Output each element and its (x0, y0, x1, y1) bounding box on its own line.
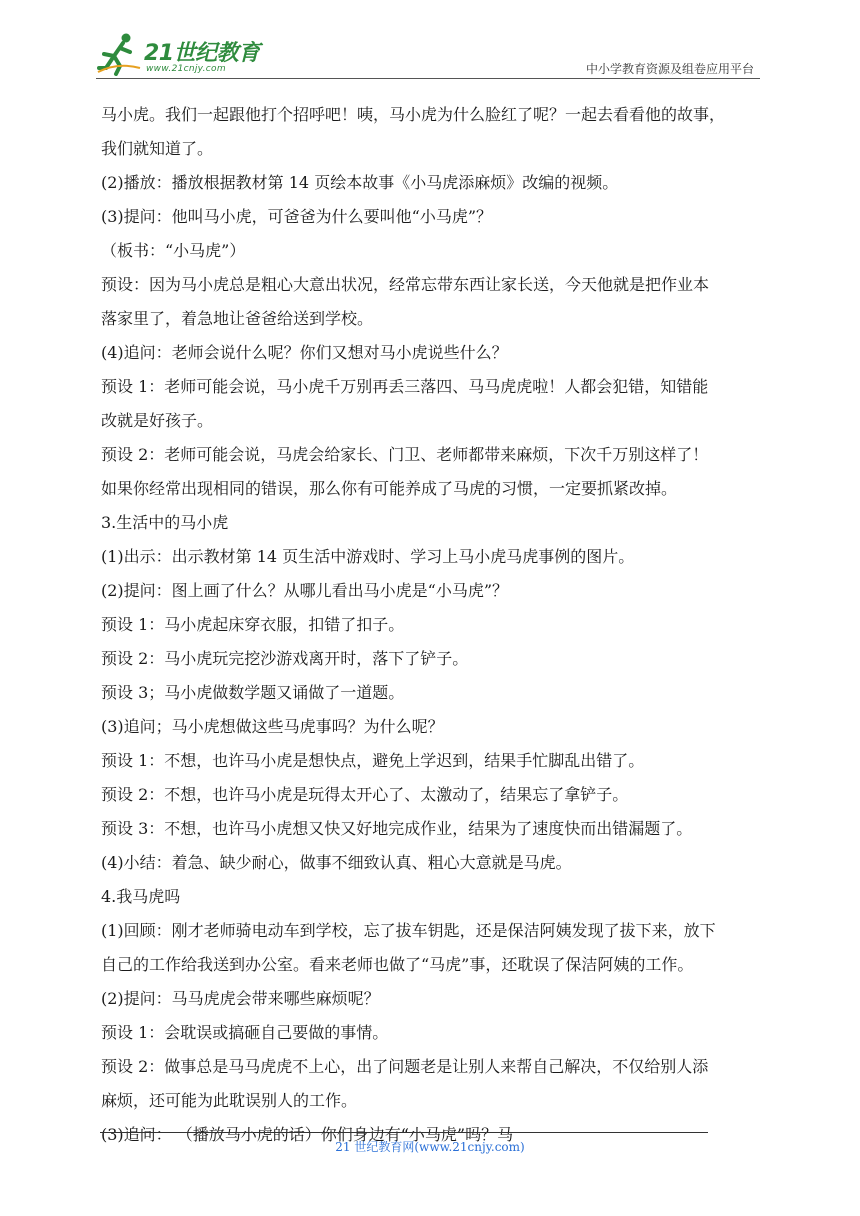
text-line: 马小虎。我们一起跟他打个招呼吧！咦，马小虎为什么脸红了呢？一起去看看他的故事， (101, 105, 726, 124)
page-footer[interactable]: 21 世纪教育网(www.21cnjy.com) (335, 1140, 525, 1154)
section-heading: 3.生活中的马小虎 (101, 513, 229, 532)
text-line: (1)出示：出示教材第 14 页生活中游戏时、学习上马小虎马虎事例的图片。 (101, 547, 635, 566)
text-line: 预设 2：做事总是马马虎虎不上心，出了问题老是让别人来帮自己解决，不仅给别人添 (101, 1057, 709, 1076)
text-line: 预设 2：老师可能会说，马虎会给家长、门卫、老师都带来麻烦，下次千万别这样了！ (101, 445, 709, 464)
text-line: 预设 3；马小虎做数学题又诵做了一道题。 (101, 683, 405, 702)
brand-logo (96, 30, 296, 78)
text-line: 预设 3：不想，也许马小虎想又快又好地完成作业，结果为了速度快而出错漏题了。 (101, 819, 693, 838)
text-line: 预设 2：不想，也许马小虎是玩得太开心了、太激动了，结果忘了拿铲子。 (101, 785, 629, 804)
text-line: (2)提问：图上画了什么？从哪儿看出马小虎是“小马虎”？ (101, 581, 509, 600)
text-line: （板书：“小马虎”） (101, 241, 246, 260)
text-line: 预设 1：会耽误或搞砸自己要做的事情。 (101, 1023, 389, 1042)
text-line: 如果你经常出现相同的错误，那么你有可能养成了马虎的习惯，一定要抓紧改掉。 (101, 479, 678, 498)
text-line: 预设：因为马小虎总是粗心大意出状况，经常忘带东西让家长送，今天他就是把作业本 (101, 275, 710, 294)
platform-title: 中小学教育资源及组卷应用平台 (585, 62, 754, 76)
text-line: (1)回顾：刚才老师骑电动车到学校，忘了拔车钥匙，还是保洁阿姨发现了拔下来，放下 (101, 921, 716, 940)
text-line: 预设 1：马小虎起床穿衣服，扣错了扣子。 (101, 615, 405, 634)
text-line: (2)提问：马马虎虎会带来哪些麻烦呢？ (101, 989, 380, 1008)
page-header (96, 30, 760, 78)
text-line: (4)追问：老师会说什么呢？你们又想对马小虎说些什么？ (101, 343, 508, 362)
section-heading: 4.我马虎吗 (101, 887, 181, 906)
logo-text: 21世纪教育 (144, 41, 260, 66)
footer-divider (100, 1132, 708, 1133)
text-line: 改就是好孩子。 (101, 411, 214, 430)
text-line: (3)追问；马小虎想做这些马虎事吗？为什么呢？ (101, 717, 444, 736)
text-line: 我们就知道了。 (101, 139, 214, 158)
text-line: (4)小结：着急、缺少耐心，做事不细致认真、粗心大意就是马虎。 (101, 853, 572, 872)
text-line: 预设 1：老师可能会说，马小虎千万别再丢三落四、马马虎虎啦！人都会犯错，知错能 (101, 377, 709, 396)
logo-url: www.21cnjy.com (146, 64, 226, 74)
running-figure-icon (96, 32, 142, 76)
text-line: 预设 1：不想，也许马小虎是想快点，避免上学迟到，结果手忙脚乱出错了。 (101, 751, 645, 770)
text-line: (3)提问：他叫马小虎，可爸爸为什么要叫他“小马虎”？ (101, 207, 493, 226)
text-line: 落家里了，着急地让爸爸给送到学校。 (101, 309, 374, 328)
header-divider (96, 78, 760, 79)
text-line: 麻烦，还可能为此耽误别人的工作。 (101, 1091, 358, 1110)
text-line: (2)播放：播放根据教材第 14 页绘本故事《小马虎添麻烦》改编的视频。 (101, 173, 619, 192)
text-line: 自己的工作给我送到办公室。看来老师也做了“马虎”事，还耽误了保洁阿姨的工作。 (101, 955, 694, 974)
text-line: 预设 2：马小虎玩完挖沙游戏离开时，落下了铲子。 (101, 649, 469, 668)
text-line: (3)追问： （播放马小虎的话）你们身边有“小马虎”吗？马 (101, 1125, 514, 1144)
document-body (101, 98, 761, 1152)
